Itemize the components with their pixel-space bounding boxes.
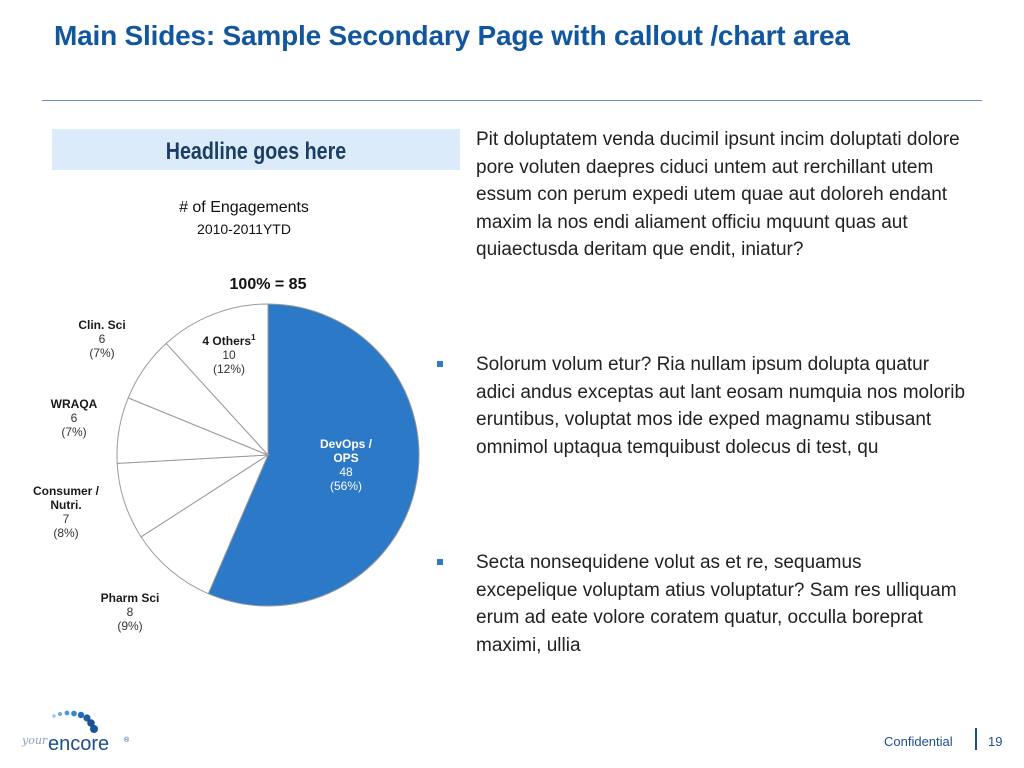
slice-label: DevOps / OPS 48 (56%) bbox=[319, 437, 373, 493]
svg-text:encore: encore bbox=[48, 733, 110, 755]
slice-label: Pharm Sci 8 (9%) bbox=[100, 591, 160, 633]
intro-paragraph: Pit doluptatem venda ducimil ipsunt incim doluptati dolore pore voluten daepres ciduci untem aut rerchillant utem essum con perum expedi utem quae aut doloreh endant maxim la nos endi aliament officiu mquunt quas aut quiaectusda deritam que endit, iniatur? bbox=[476, 129, 960, 260]
slice-label: Consumer / Nutri. 7 (8%) bbox=[32, 484, 100, 540]
slice-label: 4 Others$^1$ 10 (12%) bbox=[202, 333, 256, 376]
svg-text:your: your bbox=[22, 734, 48, 747]
slice-label: Clin. Sci 6 (7%) bbox=[78, 318, 126, 360]
headline: Headline goes here bbox=[165, 138, 347, 165]
bullet-marker bbox=[437, 559, 443, 565]
chart-subtitle: 2010-2011YTD bbox=[197, 221, 291, 237]
chart-title: # of Engagements bbox=[179, 199, 309, 216]
company-logo bbox=[20, 706, 140, 756]
svg-text:®: ® bbox=[124, 737, 130, 744]
bullet-marker bbox=[437, 361, 443, 367]
footer-divider bbox=[975, 728, 977, 750]
page-number: 19 bbox=[988, 734, 1003, 749]
bullet-item-1: Solorum volum etur? Ria nullam ipsum dolupta quatur adici andus exceptas aut lant eosam numquia nos molorib eruntibus, voluptat mos ide exped magnamu stibusant omnimol uptaqua temquibust dolecus di test, qu bbox=[476, 354, 966, 458]
slice-label: WRAQA 6 (7%) bbox=[50, 397, 98, 439]
confidential-label: Confidential bbox=[884, 734, 953, 749]
chart-total-label: 100% = 85 bbox=[229, 276, 307, 293]
slide-title: Main Slides: Sample Secondary Page with callout /chart area bbox=[54, 20, 850, 51]
bullet-item-2: Secta nonsequidene volut as et re, sequamus excepelique voluptam atius voluptatur? Sam res ulliquam erum ad eate volore coratem quatur, occulla boreprat maximi, ullia bbox=[476, 552, 957, 656]
